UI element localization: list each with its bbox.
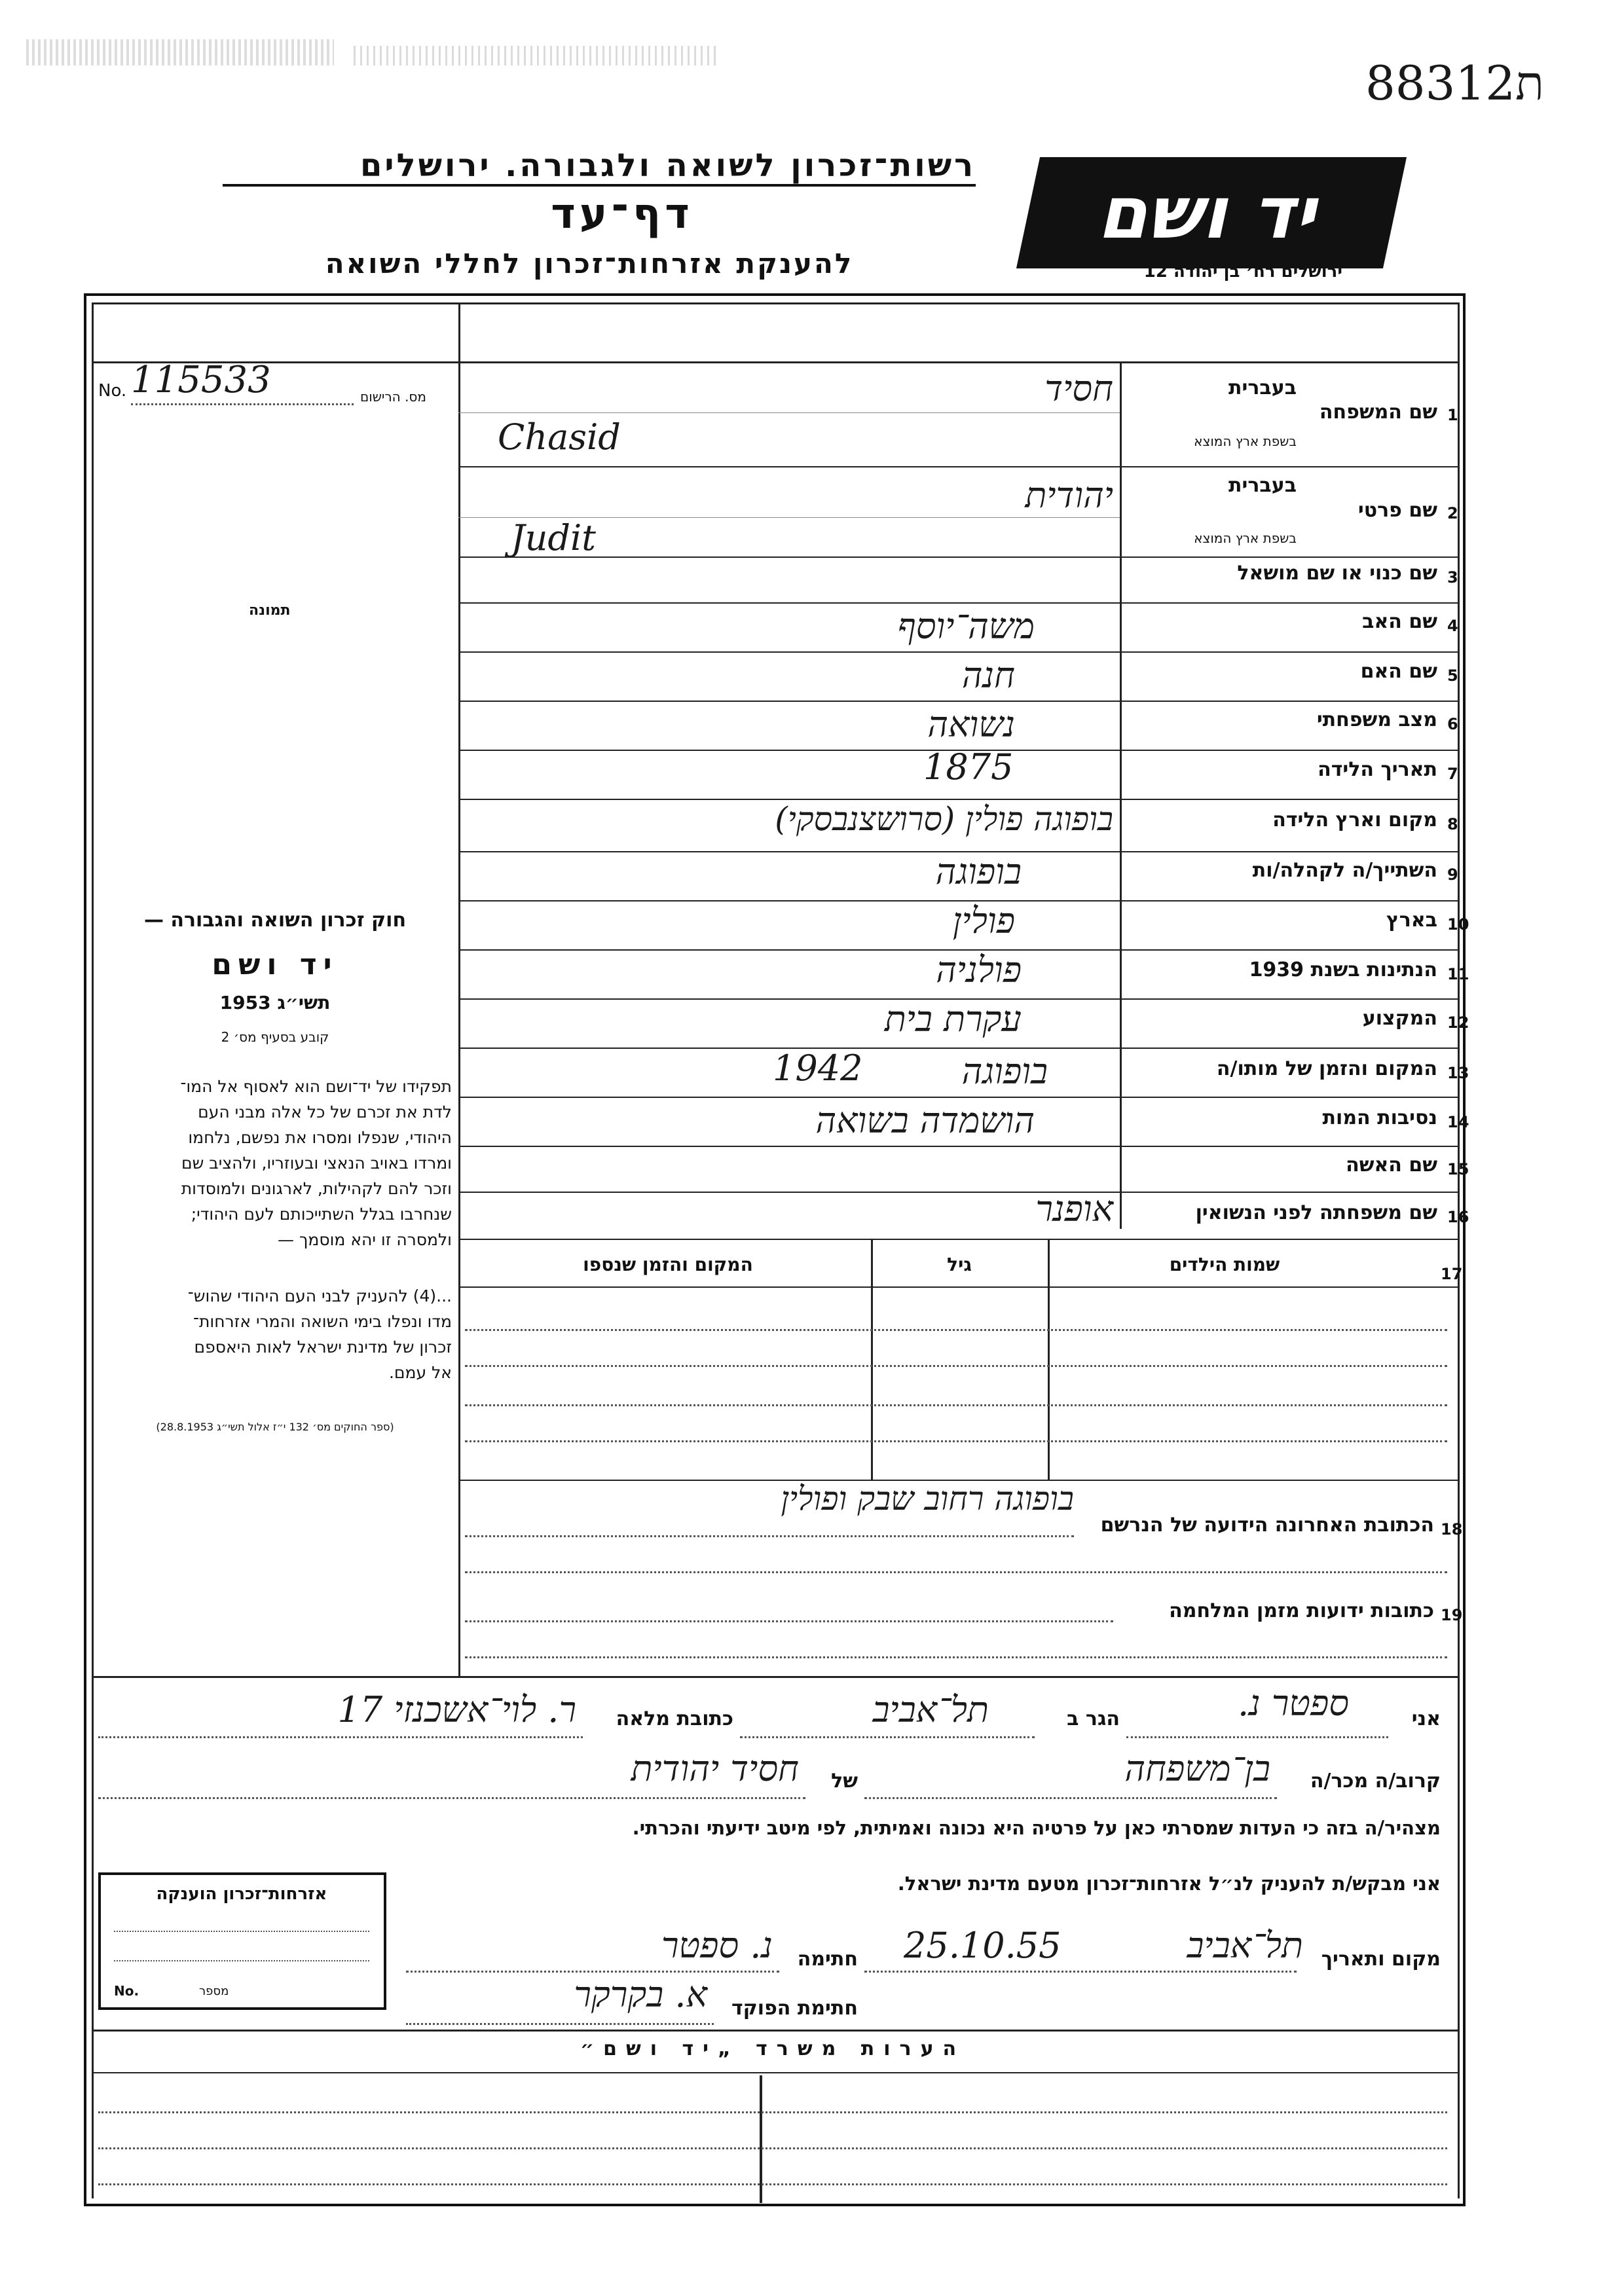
children-col-names: שמות הילדים bbox=[1169, 1254, 1280, 1275]
law-line-7: ולמסרה זו יהא מוסמך — bbox=[278, 1230, 452, 1249]
field-7-value: 1875 bbox=[923, 746, 1014, 788]
field-18-label: הכתובת האחרונה הידועה של הנרשם bbox=[1100, 1514, 1434, 1537]
field-13-label: המקום והזמן של מותו/ה bbox=[1216, 1057, 1437, 1080]
frame-left-inner bbox=[92, 302, 94, 2198]
decl-relation-label: קרוב/ה מכר/ה bbox=[1310, 1770, 1441, 1793]
decl-place-value: תל־אביב bbox=[1187, 1925, 1303, 1966]
scan-noise-2 bbox=[354, 46, 720, 65]
decl-date-value: 25.10.55 bbox=[904, 1925, 1061, 1966]
field-16-label: שם משפחתה לפני הנשואין bbox=[1195, 1201, 1437, 1224]
children-col-age: גיל bbox=[947, 1254, 972, 1275]
field-13-value: בופוגה bbox=[961, 1051, 1048, 1092]
field-1-num: 1 bbox=[1447, 406, 1458, 424]
field-10-value: פולין bbox=[952, 900, 1015, 941]
field-4-label: שם האב bbox=[1362, 610, 1437, 633]
field-3-label: שם כנוי או שם מושאל bbox=[1237, 562, 1437, 585]
field-12-num: 12 bbox=[1447, 1013, 1469, 1032]
award-box-no-label: No. bbox=[114, 1983, 139, 1999]
decl-of-value: חסיד יהודית bbox=[631, 1748, 799, 1789]
field-13-date: 1942 bbox=[773, 1048, 863, 1089]
decl-resides-label: הגר ב bbox=[1067, 1707, 1120, 1730]
field-16-value: אופנר bbox=[1035, 1188, 1113, 1230]
field-2-value-hebrew: יהודית bbox=[1025, 475, 1113, 516]
form-subtitle: להענקת אזרחות־זכרון לחללי השואה bbox=[325, 247, 854, 280]
decl-request: אני מבקש/ת להעניק לנ״ל אזרחות־זכרון מטעם מדינת ישראל. bbox=[897, 1872, 1441, 1895]
law-line-6: שנחרבו בגלל השתייכותם לעם היהודי; bbox=[191, 1205, 452, 1224]
field-19-label: כתובות ידועות מזמן המלחמה bbox=[1169, 1599, 1434, 1622]
decl-address-label: כתובת מלאה bbox=[616, 1707, 733, 1730]
field-11-num: 11 bbox=[1447, 965, 1469, 983]
field-6-num: 6 bbox=[1447, 715, 1458, 733]
form-title: דף־עד bbox=[551, 190, 693, 238]
decl-relation-value: בן־משפחה bbox=[1124, 1748, 1270, 1789]
field-14-value: הושמדה בשואה bbox=[815, 1100, 1035, 1141]
field-19-num: 19 bbox=[1441, 1606, 1463, 1624]
field-1-hebrew-sublabel: בעברית bbox=[1228, 376, 1297, 399]
field-11-value: פולניה bbox=[936, 949, 1022, 991]
scan-noise bbox=[26, 39, 334, 65]
field-2-hebrew-sublabel: בעברית bbox=[1228, 474, 1297, 497]
photo-label: תמונה bbox=[249, 602, 291, 619]
decl-officer-label: חתימת הפוקד bbox=[731, 1997, 858, 2020]
law-heading: חוק זכרון השואה והגבורה — bbox=[143, 909, 407, 932]
field-3-num: 3 bbox=[1447, 568, 1458, 587]
field-2-label: שם פרטי bbox=[1357, 499, 1437, 522]
field-8-num: 8 bbox=[1447, 815, 1458, 833]
children-col-place: המקום והזמן שנספו bbox=[583, 1254, 753, 1275]
field-14-num: 14 bbox=[1447, 1113, 1469, 1131]
field-8-value: בופוגה פולין (סרושצנבסקי) bbox=[775, 800, 1113, 838]
decl-statement: מצהיר/ה בזה כי העדות שמסרתי כאן על פרטיה היא נכונה ואמיתית, לפי מיטב ידיעתי והכרתי. bbox=[632, 1817, 1441, 1839]
field-18-num: 18 bbox=[1441, 1520, 1463, 1539]
field-6-value: נשואה bbox=[927, 704, 1015, 745]
registration-number: 115533 bbox=[131, 359, 271, 401]
law-line-4: ומרדו באויב הנאצי ובעוזריו, ולהציב שם bbox=[181, 1154, 452, 1173]
field-8-label: מקום וארץ הלידה bbox=[1272, 809, 1437, 831]
yad-vashem-logo: יד ושם bbox=[1016, 157, 1407, 268]
award-box-title: אזרחות־זכרון הוענקה bbox=[156, 1884, 327, 1904]
field-2-native-sublabel: בשפת ארץ המוצא bbox=[1194, 530, 1297, 546]
field-15-num: 15 bbox=[1447, 1160, 1469, 1178]
field-7-label: תאריך הלידה bbox=[1318, 758, 1437, 781]
office-notes-title: הערות משרד „יד ושם״ bbox=[580, 2037, 966, 2060]
field-1-value-native: Chasid bbox=[498, 416, 621, 458]
decl-witness-name: ספטר נ. bbox=[1237, 1683, 1349, 1724]
field-12-label: המקצוע bbox=[1362, 1007, 1437, 1030]
decl-place-date-label: מקום ותאריך bbox=[1321, 1948, 1441, 1971]
registration-label: מס. הרישום bbox=[360, 389, 426, 405]
authority-title: רשות־זכרון לשואה ולגבורה. ירושלים bbox=[223, 147, 976, 187]
decl-of-label: של bbox=[831, 1770, 858, 1793]
law-line-10: זכרון של מדינת ישראל לאות היאספם bbox=[194, 1338, 452, 1357]
award-box bbox=[98, 1872, 386, 2010]
law-line-8: ...(4) להעניק לבני העם היהודי שהוש־ bbox=[187, 1286, 452, 1305]
archive-number: ת88312 bbox=[1365, 56, 1544, 111]
field-7-num: 7 bbox=[1447, 765, 1458, 783]
law-line-1: תפקידו של יד־ושם הוא לאסוף אל המו־ bbox=[180, 1077, 452, 1096]
law-name: יד ושם bbox=[212, 948, 339, 981]
field-2-value-native: Judit bbox=[511, 517, 596, 558]
field-16-num: 16 bbox=[1447, 1208, 1469, 1226]
law-citation: (ספר החוקים מס׳ 132 י״ז אלול תשי״ג 28.8.1953) bbox=[156, 1421, 394, 1433]
field-11-label: הנתינות בשנת 1939 bbox=[1249, 958, 1437, 981]
field-1-value-hebrew: חסיד bbox=[1044, 368, 1113, 409]
header-address: ירושלים רח׳ בן יהודה 12 bbox=[1143, 262, 1342, 282]
field-4-num: 4 bbox=[1447, 617, 1458, 635]
law-clause: קובע בסעיף מס׳ 2 bbox=[221, 1029, 329, 1045]
decl-signature-value: נ. ספטר bbox=[661, 1925, 773, 1966]
decl-signature-label: חתימה bbox=[797, 1948, 858, 1971]
award-box-number-label: מספר bbox=[199, 1984, 229, 1998]
field-13-num: 13 bbox=[1447, 1064, 1469, 1082]
field-4-value: משה־יוסף bbox=[897, 606, 1035, 647]
field-17-num: 17 bbox=[1441, 1265, 1463, 1283]
law-line-5: וזכר להם לקהילות, לארגונים ולמוסדות bbox=[181, 1179, 452, 1198]
decl-resides-value: תל־אביב bbox=[872, 1689, 989, 1730]
field-5-label: שם האם bbox=[1360, 660, 1437, 683]
registration-no-label: No. bbox=[98, 381, 127, 401]
field-14-label: נסיבות המות bbox=[1322, 1106, 1437, 1129]
field-10-num: 10 bbox=[1447, 915, 1469, 934]
decl-address-value: ר. לוי־אשכנזי 17 bbox=[337, 1689, 576, 1730]
field-10-label: בארץ bbox=[1386, 909, 1437, 932]
law-line-11: אל עמם. bbox=[388, 1363, 452, 1382]
decl-ani-label: אני bbox=[1411, 1707, 1441, 1730]
decl-officer-value: א. בקרקר bbox=[574, 1974, 707, 2015]
field-18-value: בופוגה רחוב שבק ופולין bbox=[781, 1480, 1074, 1518]
law-line-3: היהודי, שנפלו ומסרו את נפשם, נלחמו bbox=[188, 1128, 452, 1147]
field-1-native-sublabel: בשפת ארץ המוצא bbox=[1194, 433, 1297, 449]
field-5-value: חנה bbox=[961, 655, 1015, 696]
field-15-label: שם האשה bbox=[1346, 1154, 1437, 1176]
field-9-label: השתייך/ה לקהלה/ות bbox=[1252, 859, 1437, 882]
field-2-num: 2 bbox=[1447, 504, 1458, 522]
field-5-num: 5 bbox=[1447, 666, 1458, 685]
field-12-value: עקרת בית bbox=[884, 998, 1022, 1040]
field-6-label: מצב משפחתי bbox=[1316, 708, 1437, 731]
field-9-value: בופוגה bbox=[935, 851, 1022, 892]
field-9-num: 9 bbox=[1447, 866, 1458, 884]
law-line-9: מדו ונפלו בימי השואה והמרי אזרחות־ bbox=[193, 1312, 452, 1331]
field-1-label: שם המשפחה bbox=[1319, 401, 1437, 424]
law-line-2: לדת את זכרם של כל אלה מבני העם bbox=[198, 1102, 452, 1121]
law-year: תשי״ג 1953 bbox=[219, 992, 331, 1013]
